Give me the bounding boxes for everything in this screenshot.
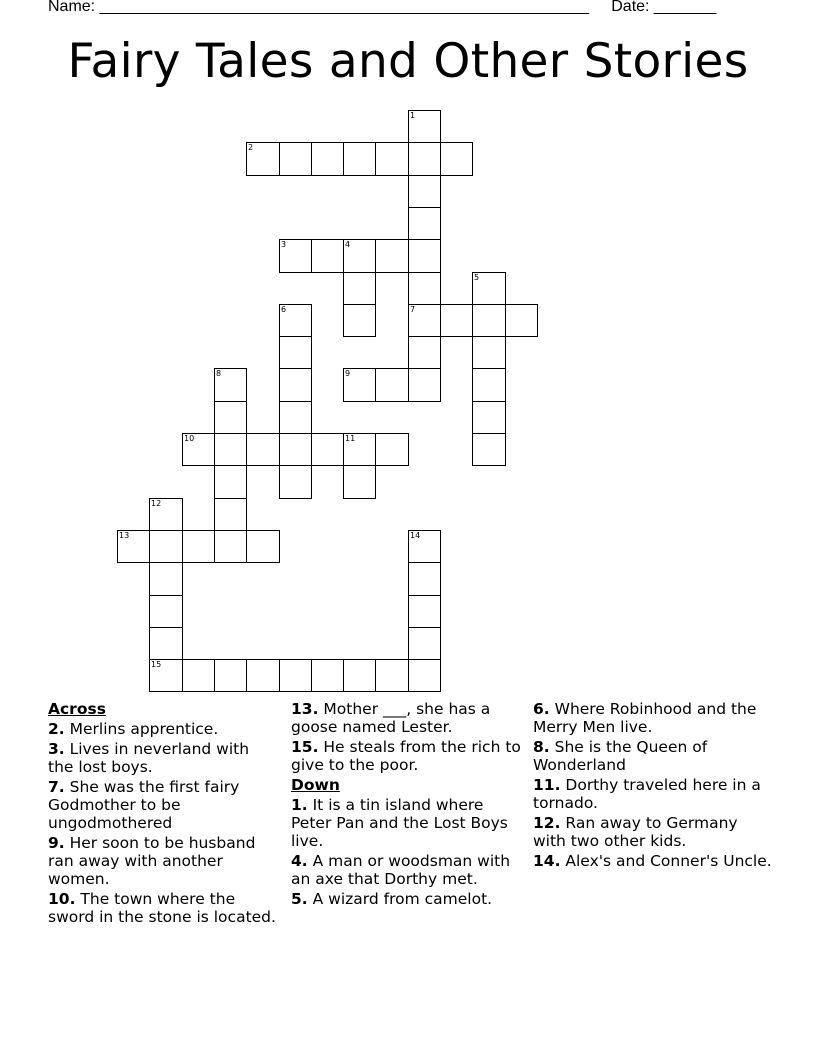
grid-cell[interactable] (408, 272, 441, 305)
across-clue-list-continued (291, 700, 523, 774)
grid-cell[interactable] (246, 142, 280, 176)
clue-number: 2 (248, 143, 254, 152)
clue-number-label: 10. (48, 890, 76, 908)
clue-text: Merlins apprentice. (64, 720, 219, 738)
grid-cell[interactable] (279, 465, 312, 499)
down-clue-list (291, 796, 523, 908)
clue-text: Ran away to Germany with two other kids. (533, 814, 738, 850)
down-heading: Down (291, 776, 340, 794)
clue-item (291, 852, 523, 888)
grid-cell[interactable] (182, 659, 215, 692)
clues-column-1 (48, 700, 278, 928)
grid-cell[interactable] (343, 142, 376, 176)
grid-cell[interactable] (149, 659, 183, 692)
clue-number: 15 (151, 660, 162, 669)
clue-item (533, 852, 773, 870)
clue-item (291, 796, 523, 850)
clue-item (48, 834, 278, 888)
date-blank[interactable]: _______ (653, 0, 717, 15)
clue-number-label: 5. (291, 890, 308, 908)
grid-cell[interactable] (149, 498, 183, 531)
grid-cell[interactable] (375, 433, 409, 466)
clue-number-label: 4. (291, 852, 308, 870)
grid-cell[interactable] (343, 465, 376, 499)
clue-number: 1 (410, 111, 416, 120)
clue-text: She is the Queen of Wonderland (533, 738, 708, 774)
grid-cell[interactable] (279, 336, 312, 369)
clue-text: Lives in neverland with the lost boys. (48, 740, 250, 776)
clue-number-label: 11. (533, 776, 561, 794)
grid-cell[interactable] (375, 142, 409, 176)
clue-item (291, 738, 523, 774)
clue-number-label: 7. (48, 778, 65, 796)
grid-cell[interactable] (311, 142, 344, 176)
grid-cell[interactable] (375, 239, 409, 273)
grid-cell[interactable] (311, 239, 344, 273)
grid-cell[interactable] (408, 304, 441, 337)
clue-item (48, 720, 278, 738)
clue-number: 11 (345, 434, 356, 443)
grid-cell[interactable] (149, 595, 183, 628)
clue-number-label: 13. (291, 700, 319, 718)
grid-cell[interactable] (408, 336, 441, 369)
clue-number: 14 (410, 531, 421, 540)
clue-number: 8 (216, 369, 222, 378)
grid-cell[interactable] (375, 368, 409, 402)
clue-number-label: 1. (291, 796, 308, 814)
grid-cell[interactable] (343, 368, 376, 402)
grid-cell[interactable] (408, 562, 441, 596)
grid-cell[interactable] (279, 368, 312, 402)
clue-text: Where Robinhood and the Merry Men live. (533, 700, 757, 736)
grid-cell[interactable] (408, 659, 441, 692)
clue-number: 6 (281, 305, 287, 314)
clue-number-label: 8. (533, 738, 550, 756)
clue-item (533, 814, 773, 850)
clue-text: The town where the sword in the stone is located. (48, 890, 276, 926)
clue-item (48, 778, 278, 832)
clue-text: It is a tin island where Peter Pan and the Lost Boys live. (291, 796, 508, 850)
clue-item (48, 890, 278, 926)
grid-cell[interactable] (408, 175, 441, 208)
clue-text: A wizard from camelot. (307, 890, 493, 908)
clue-number-label: 9. (48, 834, 65, 852)
grid-cell[interactable] (279, 659, 312, 692)
page-title: Fairy Tales and Other Stories (67, 34, 749, 89)
clue-number-label: 14. (533, 852, 561, 870)
grid-cell[interactable] (408, 207, 441, 240)
clue-number-label: 3. (48, 740, 65, 758)
grid-cell[interactable] (408, 627, 441, 660)
name-blank[interactable]: _______________________________________________________ (99, 0, 589, 15)
grid-cell[interactable] (343, 433, 376, 466)
clue-number: 4 (345, 240, 351, 249)
grid-cell[interactable] (311, 433, 344, 466)
grid-cell[interactable] (214, 465, 247, 499)
grid-cell[interactable] (408, 530, 441, 563)
clue-text: A man or woodsman with an axe that Dorthy met. (291, 852, 511, 888)
grid-cell[interactable] (279, 239, 312, 273)
grid-cell[interactable] (472, 433, 506, 466)
grid-cell[interactable] (149, 627, 183, 660)
grid-cell[interactable] (214, 433, 247, 466)
grid-cell[interactable] (182, 530, 215, 563)
name-label: Name: (48, 0, 100, 15)
grid-cell[interactable] (343, 304, 376, 337)
grid-cell[interactable] (214, 401, 247, 434)
clue-number-label: 6. (533, 700, 550, 718)
grid-cell[interactable] (472, 272, 506, 305)
grid-cell[interactable] (408, 368, 441, 402)
clue-text: Her soon to be husband ran away with another women. (48, 834, 256, 888)
down-clue-list-continued (533, 700, 773, 870)
grid-cell[interactable] (375, 659, 409, 692)
grid-cell[interactable] (505, 304, 538, 337)
clue-number: 13 (119, 531, 130, 540)
grid-cell[interactable] (343, 239, 376, 273)
clue-number: 7 (410, 305, 416, 314)
clue-item (533, 700, 773, 736)
grid-cell[interactable] (440, 142, 473, 176)
grid-cell[interactable] (182, 433, 215, 466)
grid-cell[interactable] (408, 595, 441, 628)
clue-item (533, 776, 773, 812)
grid-cell[interactable] (117, 530, 150, 563)
clue-number-label: 12. (533, 814, 561, 832)
clue-text: She was the first fairy Godmother to be ungodmothered (48, 778, 240, 832)
clue-item (533, 738, 773, 774)
grid-cell[interactable] (343, 659, 376, 692)
grid-cell[interactable] (214, 530, 247, 563)
grid-cell[interactable] (214, 368, 247, 402)
clue-item (48, 740, 278, 776)
date-label: Date: (611, 0, 654, 15)
clue-number: 3 (281, 240, 287, 249)
grid-cell[interactable] (279, 304, 312, 337)
clue-item (291, 890, 523, 908)
grid-cell[interactable] (214, 659, 247, 692)
clues-column-3 (533, 700, 773, 872)
clue-text: He steals from the rich to give to the poor. (291, 738, 521, 774)
grid-cell[interactable] (279, 433, 312, 466)
clue-text: Dorthy traveled here in a tornado. (533, 776, 761, 812)
grid-cell[interactable] (149, 530, 183, 563)
clue-text: Alex's and Conner's Uncle. (560, 852, 772, 870)
grid-cell[interactable] (472, 304, 506, 337)
grid-cell[interactable] (246, 530, 280, 563)
clue-number-label: 15. (291, 738, 319, 756)
clue-number: 5 (474, 273, 480, 282)
grid-cell[interactable] (440, 304, 473, 337)
grid-cell[interactable] (472, 401, 506, 434)
clue-number-label: 2. (48, 720, 65, 738)
grid-cell[interactable] (408, 142, 441, 176)
grid-cell[interactable] (408, 239, 441, 273)
clues-column-2 (291, 700, 523, 910)
clue-number: 9 (345, 369, 351, 378)
clue-number: 12 (151, 499, 162, 508)
grid-cell[interactable] (343, 272, 376, 305)
clue-text: Mother ___, she has a goose named Lester. (291, 700, 491, 736)
clue-number: 10 (184, 434, 195, 443)
across-clue-list (48, 720, 278, 926)
grid-cell[interactable] (149, 562, 183, 596)
grid-cell[interactable] (246, 659, 280, 692)
grid-cell[interactable] (408, 110, 441, 143)
clue-item (291, 700, 523, 736)
grid-cell[interactable] (214, 498, 247, 531)
across-heading: Across (48, 700, 106, 718)
grid-cell[interactable] (246, 433, 280, 466)
grid-cell[interactable] (279, 401, 312, 434)
grid-cell[interactable] (279, 142, 312, 176)
grid-cell[interactable] (472, 336, 506, 369)
grid-cell[interactable] (472, 368, 506, 402)
grid-cell[interactable] (311, 659, 344, 692)
